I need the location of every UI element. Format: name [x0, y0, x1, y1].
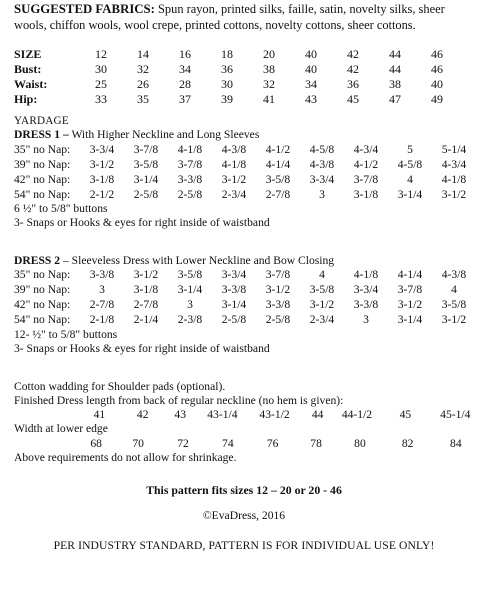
dress2-buttons-note: 12- ½" to 5/8" buttons — [14, 327, 118, 341]
size-cell: 30 — [95, 62, 107, 77]
dress2-yardage-cell: 4-1/4 — [397, 268, 423, 282]
size-cell: 26 — [137, 77, 149, 92]
dress2-yardage-cell: 3-3/4 — [221, 268, 247, 282]
dress2-yardage-cell: 3 — [363, 313, 369, 327]
pattern-info-page — [14, 2, 479, 553]
suggested-fabrics — [14, 2, 479, 33]
width-cell: 84 — [450, 436, 462, 450]
width-cell: 68 — [90, 436, 102, 450]
dress2-snaps-note: 3- Snaps or Hooks & eyes for right inside of waistband — [14, 341, 270, 355]
dress1-yardage-row-label: 54" no Nap: — [14, 187, 71, 201]
dress2-yardage-cell: 2-5/8 — [221, 313, 247, 327]
dress2-yardage-cell: 3-5/8 — [177, 268, 203, 282]
size-cell: 46 — [431, 47, 443, 62]
copyright: ©EvaDress, 2016 — [202, 509, 286, 523]
dress1-yardage-cell: 2-7/8 — [265, 187, 291, 201]
width-cell: 74 — [222, 436, 234, 450]
cotton-wadding-note: Cotton wadding for Shoulder pads (optional). — [14, 379, 226, 393]
size-cell: 18 — [221, 47, 233, 62]
dress2-label: DRESS 2 — [14, 253, 61, 267]
dress1-yardage-cell: 4-3/4 — [353, 142, 379, 156]
dress1-yardage-cell: 5 — [407, 142, 413, 156]
dress1-yardage-cell: 2-1/2 — [89, 187, 115, 201]
size-cell: 38 — [389, 77, 401, 92]
finished-length-cell: 44-1/2 — [341, 407, 373, 421]
dress2-yardage-cell: 2-3/8 — [177, 313, 203, 327]
dress1-heading — [14, 128, 479, 142]
dress2-yardage-cell: 3-1/2 — [133, 268, 159, 282]
dress1-yardage-cell: 2-5/8 — [177, 187, 203, 201]
finished-length-cell: 45 — [399, 407, 412, 421]
size-row-label: Waist: — [14, 77, 48, 92]
width-cell: 82 — [401, 436, 414, 450]
dress2-yardage-cell: 2-5/8 — [265, 313, 291, 327]
size-cell: 25 — [95, 77, 107, 92]
dress1-yardage-row-label: 39" no Nap: — [14, 157, 71, 171]
dress1-buttons-note: 6 ½" to 5/8" buttons — [14, 202, 108, 216]
dress1-yardage-cell: 4 — [407, 172, 413, 186]
dress2-yardage-row — [14, 283, 476, 298]
width-label: Width at lower edge — [14, 422, 108, 436]
dress2-yardage-cell: 3-3/4 — [353, 283, 379, 297]
dress2-yardage-cell: 2-1/4 — [133, 313, 159, 327]
size-cell: 34 — [179, 62, 191, 77]
width-cell: 72 — [177, 436, 189, 450]
dress2-yardage-cell: 3-1/2 — [309, 298, 335, 312]
dress2-yardage-cell: 3-3/8 — [221, 283, 247, 297]
dress2-yardage-cell: 3-7/8 — [397, 283, 423, 297]
dress1-yardage-row-label: 42" no Nap: — [14, 172, 71, 186]
size-cell: 35 — [137, 92, 149, 107]
dress1-yardage-cell: 3-7/8 — [133, 142, 159, 156]
dress2-yardage-cell: 4-3/8 — [441, 268, 467, 282]
size-cell: 46 — [431, 62, 443, 77]
size-cell: 40 — [431, 77, 443, 92]
size-cell: 39 — [221, 92, 233, 107]
size-cell: 41 — [263, 92, 275, 107]
dress2-yardage-cell: 3-1/2 — [441, 313, 467, 327]
dress2-yardage-row-label: 39" no Nap: — [14, 283, 71, 297]
dress1-yardage-cell: 4-5/8 — [309, 142, 335, 156]
dress1-yardage-cell: 3-1/4 — [397, 187, 423, 201]
dress1-yardage-cell: 3-1/8 — [353, 187, 379, 201]
size-cell: 43 — [305, 92, 317, 107]
size-cell: 30 — [221, 77, 233, 92]
suggested-fabrics-text: Spun rayon, printed silks, faille, satin, novelty silks, sheer wools, chiffon wools, wool crepe, printed cottons, novelty cottons, sheer cottons. — [14, 2, 445, 32]
dress1-yardage-cell: 4-3/8 — [221, 142, 247, 156]
dress1-yardage-cell: 3-1/8 — [89, 172, 115, 186]
dress1-yardage-cell: 3-1/4 — [133, 172, 159, 186]
dress2-yardage-cell: 3-1/4 — [397, 313, 423, 327]
dress2-yardage-cell: 2-3/4 — [309, 313, 335, 327]
dress1-yardage-cell: 5-1/4 — [441, 142, 467, 156]
dress1-yardage-cell: 4-1/8 — [177, 142, 203, 156]
finished-length-cell: 44 — [311, 407, 324, 421]
dress2-yardage-cell: 3-5/8 — [309, 283, 335, 297]
dress1-yardage-cell: 3-3/8 — [177, 172, 203, 186]
size-row-label: SIZE — [14, 47, 42, 62]
dress2-yardage-cell: 3 — [187, 298, 193, 312]
width-table — [14, 436, 479, 451]
size-cell: 40 — [305, 62, 317, 77]
finished-length-cell: 43-1/4 — [207, 407, 238, 421]
dress2-yardage-cell: 3 — [99, 283, 105, 297]
dress1-yardage-row — [14, 172, 476, 187]
dress1-yardage-cell: 3-1/2 — [441, 187, 467, 201]
dress1-yardage-row — [14, 157, 476, 172]
finished-length-cell: 43-1/2 — [259, 407, 290, 421]
finished-length-cell: 43 — [174, 407, 186, 421]
dress1-yardage-cell: 4-3/8 — [309, 157, 335, 171]
size-cell: 16 — [179, 47, 191, 62]
dress1-yardage-cell: 4-1/2 — [265, 142, 291, 156]
size-cell: 49 — [431, 92, 443, 107]
dress2-yardage-cell: 3-7/8 — [265, 268, 291, 282]
size-cell: 32 — [263, 77, 275, 92]
dress1-yardage-cell: 4-1/8 — [221, 157, 247, 171]
width-cell: 80 — [354, 436, 366, 450]
size-cell: 44 — [389, 47, 401, 62]
dress1-yardage-cell: 3-3/4 — [309, 172, 335, 186]
suggested-fabrics-label: SUGGESTED FABRICS: — [14, 2, 155, 16]
dress1-yardage-cell: 4-1/4 — [265, 157, 291, 171]
size-cell: 38 — [263, 62, 275, 77]
dress2-yardage-cell: 3-5/8 — [441, 298, 467, 312]
size-cell: 20 — [263, 47, 275, 62]
dress1-yardage-cell: 3-7/8 — [177, 157, 203, 171]
size-cell: 47 — [389, 92, 401, 107]
dress1-yardage-cell: 3-3/4 — [89, 142, 115, 156]
size-cell: 14 — [137, 47, 149, 62]
size-cell: 42 — [347, 47, 359, 62]
dress2-desc: – Sleeveless Dress with Lower Neckline and Bow Closing — [60, 253, 335, 267]
size-cell: 12 — [95, 47, 107, 62]
dress2-yardage-cell: 3-1/4 — [221, 298, 247, 312]
finished-length-cell: 45-1/4 — [440, 407, 471, 421]
dress2-yardage-cell: 3-1/2 — [397, 298, 423, 312]
size-row-label: Bust: — [14, 62, 42, 77]
size-cell: 44 — [389, 62, 401, 77]
width-cell: 78 — [310, 436, 322, 450]
size-row — [14, 47, 458, 62]
dress1-snaps-note: 3- Snaps or Hooks & eyes for right inside of waistband — [14, 215, 270, 229]
size-chart — [14, 47, 458, 107]
size-cell: 45 — [347, 92, 359, 107]
dress2-yardage-row — [14, 313, 476, 328]
size-row — [14, 92, 458, 107]
dress1-yardage-row — [14, 142, 476, 157]
dress2-yardage-cell: 3-1/4 — [177, 283, 203, 297]
width-cell: 76 — [266, 436, 279, 450]
industry-standard-notice: PER INDUSTRY STANDARD, PATTERN IS FOR INDIVIDUAL USE ONLY! — [53, 539, 435, 553]
finished-length-table — [14, 407, 479, 422]
dress2-yardage-row-label: 54" no Nap: — [14, 313, 71, 327]
dress1-yardage-row-label: 35" no Nap: — [14, 142, 71, 156]
dress1-yardage-cell: 3-5/8 — [133, 157, 159, 171]
shrinkage-note: Above requirements do not allow for shrinkage. — [14, 451, 237, 465]
dress1-yardage-cell: 4-3/4 — [441, 157, 467, 171]
width-spacer — [14, 436, 77, 451]
dress1-yardage-row — [14, 187, 476, 202]
finished-length-label: Finished Dress length from back of regular neckline (no hem is given): — [14, 393, 344, 407]
dress2-yardage-cell: 3-3/8 — [353, 298, 379, 312]
dress1-yardage-table — [14, 142, 476, 202]
dress1-yardage-cell: 4-5/8 — [397, 157, 423, 171]
dress2-yardage-table — [14, 268, 476, 328]
dress1-desc: With Higher Neckline and Long Sleeves — [68, 128, 260, 142]
dress1-yardage-cell: 2-3/4 — [221, 187, 247, 201]
dress2-yardage-cell: 3-3/8 — [265, 298, 291, 312]
size-cell: 37 — [179, 92, 191, 107]
size-cell: 33 — [95, 92, 107, 107]
size-cell: 36 — [347, 77, 359, 92]
dress2-yardage-cell: 4-1/8 — [353, 268, 379, 282]
dress1-yardage-cell: 3-1/2 — [221, 172, 247, 186]
finished-length-cell: 41 — [93, 407, 106, 421]
pattern-fits: This pattern fits sizes 12 – 20 or 20 - 46 — [146, 483, 342, 498]
size-cell: 42 — [347, 62, 359, 77]
dress2-yardage-cell: 2-1/8 — [89, 313, 115, 327]
dress1-yardage-cell: 3 — [319, 187, 325, 201]
dress2-yardage-cell: 4 — [451, 283, 457, 297]
dress2-yardage-cell: 3-1/2 — [265, 283, 291, 297]
finished-length-cell: 42 — [136, 407, 149, 421]
dress2-yardage-cell: 2-7/8 — [89, 298, 115, 312]
dress1-yardage-cell: 4-1/8 — [441, 172, 467, 186]
dress2-yardage-row — [14, 298, 476, 313]
dress2-yardage-cell: 3-3/8 — [89, 268, 115, 282]
width-cell: 70 — [132, 436, 144, 450]
dress2-yardage-row — [14, 268, 476, 283]
size-cell: 34 — [305, 77, 317, 92]
dress1-yardage-cell: 3-5/8 — [265, 172, 291, 186]
yardage-title: YARDAGE — [14, 114, 69, 127]
size-row-label: Hip: — [14, 92, 38, 107]
dress1-yardage-cell: 2-5/8 — [133, 187, 159, 201]
size-row — [14, 62, 458, 77]
dress2-yardage-row-label: 35" no Nap: — [14, 268, 71, 282]
dress1-label: DRESS 1 – — [14, 128, 69, 142]
dress2-yardage-row-label: 42" no Nap: — [14, 298, 71, 312]
dress1-yardage-cell: 3-7/8 — [353, 172, 379, 186]
size-cell: 40 — [305, 47, 317, 62]
size-cell: 28 — [179, 77, 191, 92]
size-row — [14, 77, 458, 92]
size-cell: 36 — [221, 62, 233, 77]
finished-length-spacer — [14, 407, 78, 422]
dress1-yardage-cell: 4-1/2 — [353, 157, 379, 171]
dress2-yardage-cell: 4 — [319, 268, 325, 282]
dress2-yardage-cell: 2-7/8 — [133, 298, 159, 312]
dress2-yardage-cell: 3-1/8 — [133, 283, 159, 297]
dress1-yardage-cell: 3-1/2 — [89, 157, 115, 171]
size-cell: 32 — [137, 62, 149, 77]
dress2-heading — [14, 254, 479, 268]
